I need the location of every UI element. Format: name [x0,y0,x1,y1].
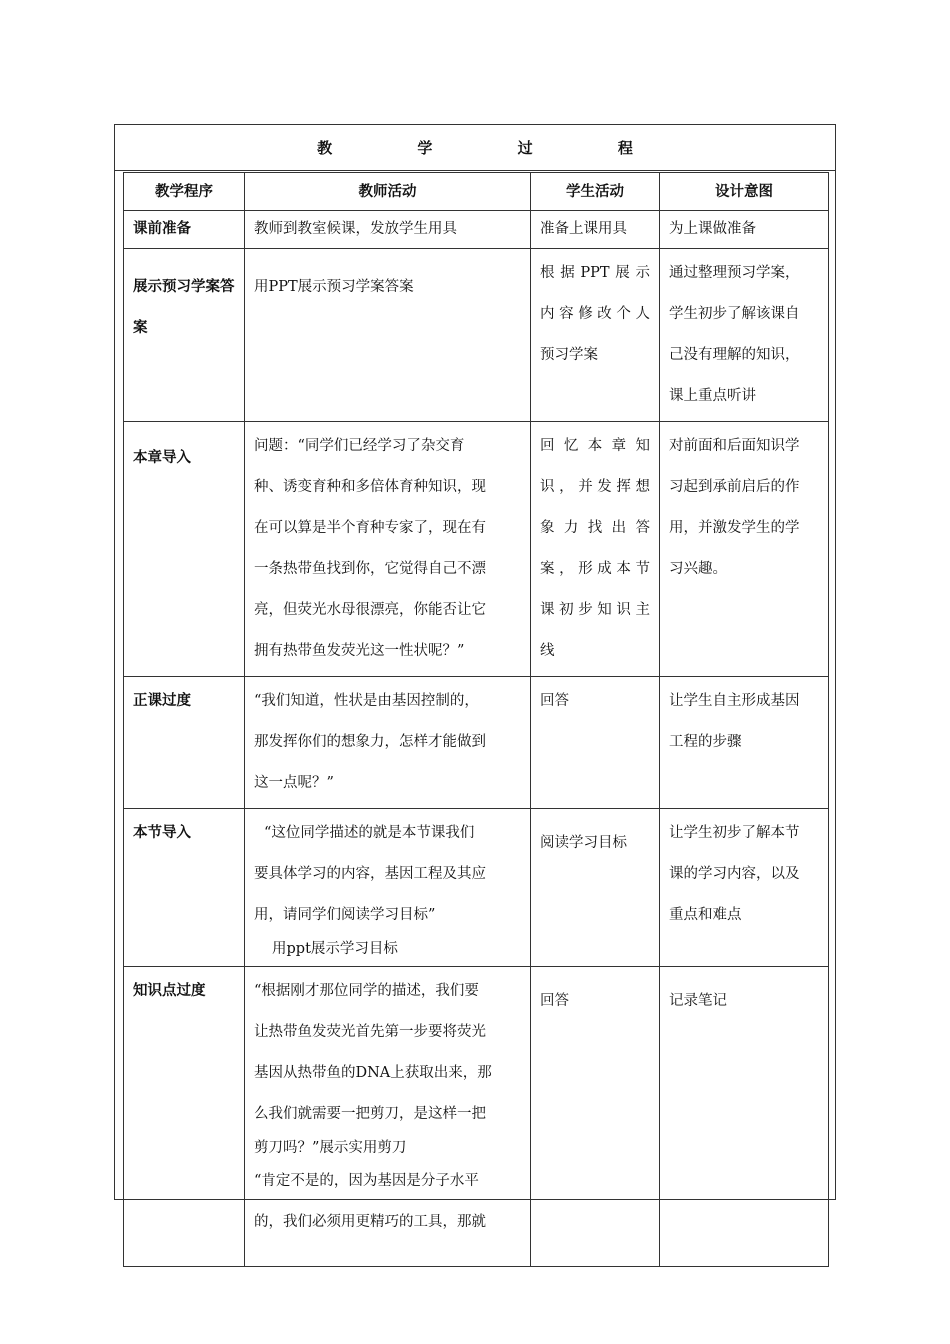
header-teacher: 教师活动 [245,173,531,211]
student-line: 根据PPT展示 [540,265,650,281]
intent-line: 为上课做准备 [669,221,756,237]
title-row [115,125,835,171]
intent-line: 通过整理预习学案， [669,265,800,281]
intent-line: 用，并激发学生的学 [669,520,800,536]
cell-teacher [245,967,531,1267]
cell-program [124,809,245,967]
teacher-line: 的，我们必须用更精巧的工具，那就 [254,1214,486,1230]
intent-line: 课上重点听讲 [669,388,756,404]
program-label: 本节导入 [133,825,191,841]
student-line: 回答 [540,993,569,1009]
header-program: 教学程序 [124,173,245,211]
cell-student [531,677,660,809]
table-row [124,809,829,967]
student-line: 预习学案 [540,347,598,363]
teacher-line: 基因从热带鱼的DNA上获取出来，那 [254,1065,492,1081]
cell-teacher [245,249,531,422]
student-line: 回忆本章知 [540,438,650,454]
teacher-line: 么我们就需要一把剪刀，是这样一把 [254,1106,486,1122]
cell-intent [660,967,829,1267]
teacher-line: 要具体学习的内容，基因工程及其应 [254,866,486,882]
table-row [124,677,829,809]
teacher-line: “肯定不是的，因为基因是分子水平 [254,1173,479,1189]
cell-intent [660,677,829,809]
teacher-line: “我们知道，性状是由基因控制的， [254,693,479,709]
cell-teacher [245,422,531,677]
teacher-line: 用PPT展示预习学案答案 [254,279,414,295]
cell-intent [660,809,829,967]
teacher-line: 用ppt展示学习目标 [272,941,398,957]
intent-line: 让学生初步了解本节 [669,825,800,841]
cell-intent [660,249,829,422]
student-line: 线 [540,643,555,659]
lesson-table [123,172,829,1267]
table-row [124,211,829,249]
cell-teacher [245,809,531,967]
cell-student [531,422,660,677]
intent-line: 对前面和后面知识学 [669,438,800,454]
teacher-line: 问题：“同学们已经学习了杂交育 [254,438,465,454]
lesson-frame [114,124,836,1230]
student-line: 准备上课用具 [540,221,627,237]
intent-line: 习起到承前启后的作 [669,479,800,495]
student-line: 回答 [540,693,569,709]
teacher-line: 剪刀吗？”展示实用剪刀 [254,1140,407,1156]
intent-line: 记录笔记 [669,993,727,1009]
teacher-line: 拥有热带鱼发荧光这一性状呢？” [254,643,465,659]
cell-student [531,809,660,967]
intent-line: 学生初步了解该课自 [669,306,800,322]
teacher-line: 让热带鱼发荧光首先第一步要将荧光 [254,1024,486,1040]
student-line: 案，形成本节 [540,561,650,577]
cell-student [531,249,660,422]
cell-intent [660,211,829,249]
program-label: 展示预习学案答案 [133,279,235,336]
intent-line: 重点和难点 [669,907,742,923]
teacher-line: “根据刚才那位同学的描述，我们要 [254,983,479,999]
cell-student [531,967,660,1267]
header-row [124,173,829,211]
table-row [124,422,829,677]
teacher-line: 教师到教室候课，发放学生用具 [254,221,457,237]
cell-teacher [245,211,531,249]
cell-student [531,211,660,249]
cell-program [124,967,245,1267]
student-line: 内容修改个人 [540,306,650,322]
student-line: 阅读学习目标 [540,835,627,851]
teacher-line: 亮，但荧光水母很漂亮，你能否让它 [254,602,486,618]
teacher-line: 这一点呢？” [254,775,334,791]
page-title: 教 学 过 程 [317,139,673,157]
teacher-line: 一条热带鱼找到你，它觉得自己不漂 [254,561,486,577]
program-label: 知识点过度 [133,983,206,999]
cell-program [124,677,245,809]
teacher-line: 种、诱变育种和多倍体育种知识，现 [254,479,486,495]
intent-line: 让学生自主形成基因 [669,693,800,709]
header-student: 学生活动 [531,173,660,211]
intent-line: 工程的步骤 [669,734,742,750]
student-line: 识，并发挥想 [540,479,650,495]
cell-intent [660,422,829,677]
intent-line: 习兴趣。 [669,561,727,577]
program-label: 正课过度 [133,693,191,709]
student-line: 象力找出答 [540,520,650,536]
cell-teacher [245,677,531,809]
teacher-line: 那发挥你们的想象力，怎样才能做到 [254,734,486,750]
cell-program [124,211,245,249]
program-label: 课前准备 [133,221,191,237]
cell-program [124,422,245,677]
program-label: 本章导入 [133,450,191,466]
teacher-line: “这位同学描述的就是本节课我们 [264,825,475,841]
table-row [124,249,829,422]
intent-line: 课的学习内容，以及 [669,866,800,882]
cell-program [124,249,245,422]
header-intent: 设计意图 [660,173,829,211]
student-line: 课初步知识主 [540,602,650,618]
intent-line: 己没有理解的知识， [669,347,800,363]
teacher-line: 用，请同学们阅读学习目标” [254,907,436,923]
teacher-line: 在可以算是半个育种专家了，现在有 [254,520,486,536]
table-row [124,967,829,1267]
